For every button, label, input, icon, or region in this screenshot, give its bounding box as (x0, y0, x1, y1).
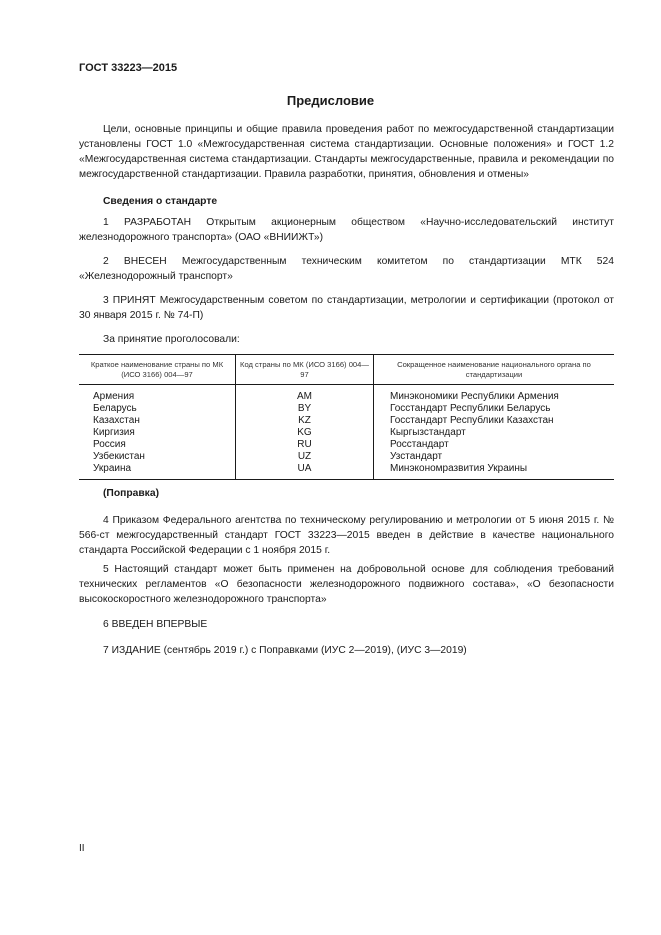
item-4: 4 Приказом Федерального агентства по техническому регулированию и метрологии от 5 июня 2015 г. № 566-ст межгосударственный стандарт ГОСТ 33223—2015 введен в действие в качестве национального стандарта Российской Федерации с 1 ноября 2015 г. (79, 515, 614, 556)
page-number: II (79, 843, 85, 854)
code-cell: UA (236, 463, 374, 480)
table-row (79, 463, 614, 480)
country-cell: Украина (79, 463, 236, 480)
table-row (79, 415, 614, 427)
body-cell: Госстандарт Республики Беларусь (374, 403, 615, 415)
page-title: Предисловие (286, 93, 375, 108)
country-cell: Киргизия (93, 427, 135, 438)
column-header-body: Сокращенное наименование национального органа по стандартизации (374, 355, 615, 385)
table-header-row (79, 355, 614, 385)
body-cell: Минэкономики Республики Армения (374, 385, 615, 404)
item-7: 7 ИЗДАНИЕ (сентябрь 2019 г.) с Поправками (ИУС 2—2019), (ИУС 3—2019) (103, 645, 467, 656)
body-cell: Росстандарт (374, 439, 615, 451)
code-cell: KG (236, 427, 374, 439)
item-5: 5 Настоящий стандарт может быть применен на добровольной основе для соблюдения требований технических регламентов «О безопасности железнодорожного подвижного состава», «О безопасности высокоскоростного железнодорожного транспорта» (79, 564, 614, 605)
section-subheading: Сведения о стандарте (103, 196, 218, 207)
table-row (79, 427, 614, 439)
country-cell: Беларусь (93, 403, 137, 414)
item-6: 6 ВВЕДЕН ВПЕРВЫЕ (103, 619, 208, 630)
code-cell: BY (236, 403, 374, 415)
item-2: 2 ВНЕСЕН Межгосударственным техническим комитетом по стандартизации МТК 524 «Железнодорожный транспорт» (79, 256, 614, 282)
vote-label: За принятие проголосовали: (103, 334, 240, 345)
code-cell: UZ (236, 451, 374, 463)
country-cell: Узбекистан (93, 451, 145, 462)
body-cell: Госстандарт Республики Казахстан (374, 415, 615, 427)
table-row (79, 451, 614, 463)
intro-paragraph: Цели, основные принципы и общие правила проведения работ по межгосударственной стандартизации установлены ГОСТ 1.0 «Межгосударственная система стандартизации. Основные положения» и ГОСТ 1.2 «Межгосударственная система стандартизации. Стандарты межгосударственные, правила и рекомендации по межгосударственной стандартизации. Правила разработки, принятия, обновления и отмены» (79, 124, 614, 180)
column-header-code: Код страны по МК (ИСО 3166) 004—97 (236, 355, 374, 385)
code-cell: AM (236, 385, 374, 404)
body-cell: Узстандарт (374, 451, 615, 463)
code-cell: KZ (236, 415, 374, 427)
country-cell: Россия (93, 439, 126, 450)
code-cell: RU (236, 439, 374, 451)
table-row (79, 403, 614, 415)
country-cell: Армения (93, 391, 135, 402)
item-3: 3 ПРИНЯТ Межгосударственным советом по стандартизации, метрологии и сертификации (протокол от 30 января 2015 г. № 74-П) (79, 295, 614, 321)
document-header: ГОСТ 33223—2015 (79, 62, 178, 74)
body-cell: Кыргызстандарт (374, 427, 615, 439)
item-1: 1 РАЗРАБОТАН Открытым акционерным обществом «Научно-исследовательский институт железнодорожного транспорта» (ОАО «ВНИИЖТ») (79, 217, 614, 243)
amendment-label: (Поправка) (103, 488, 159, 499)
column-header-country: Краткое наименование страны по МК (ИСО 3166) 004—97 (79, 355, 236, 385)
table-row (79, 439, 614, 451)
member-states-table (79, 354, 614, 480)
body-cell: Минэкономразвития Украины (374, 463, 615, 480)
table-row (79, 385, 614, 404)
country-cell: Казахстан (93, 415, 140, 426)
